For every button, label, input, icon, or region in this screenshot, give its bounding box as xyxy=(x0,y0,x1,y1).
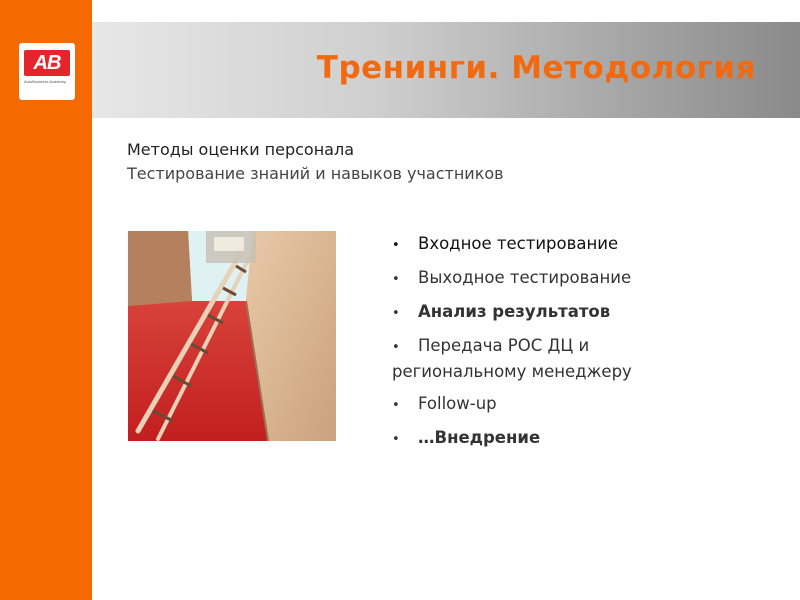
bullet-list xyxy=(392,232,692,460)
page-title: Тренинги. Методология xyxy=(316,50,756,86)
list-item: • Передача РОС ДЦ и региональному менеджеру xyxy=(392,336,632,381)
company-logo xyxy=(19,43,75,100)
staircase-photo xyxy=(128,231,336,441)
subheading xyxy=(127,138,504,186)
list-item: • Follow-up xyxy=(392,394,497,413)
sidebar-accent-bar xyxy=(0,0,92,600)
list-item: • Анализ результатов xyxy=(392,302,611,321)
logo-mark: AB xyxy=(24,50,70,76)
list-item: • …Внедрение xyxy=(392,428,541,447)
list-item: • Входное тестирование xyxy=(392,234,619,253)
list-item: • Выходное тестирование xyxy=(392,268,632,287)
subheading-line-2: Тестирование знаний и навыков участников xyxy=(127,164,504,183)
subheading-line-1: Методы оценки персонала xyxy=(127,140,355,159)
logo-caption: AutoBusiness Academy xyxy=(24,79,67,84)
